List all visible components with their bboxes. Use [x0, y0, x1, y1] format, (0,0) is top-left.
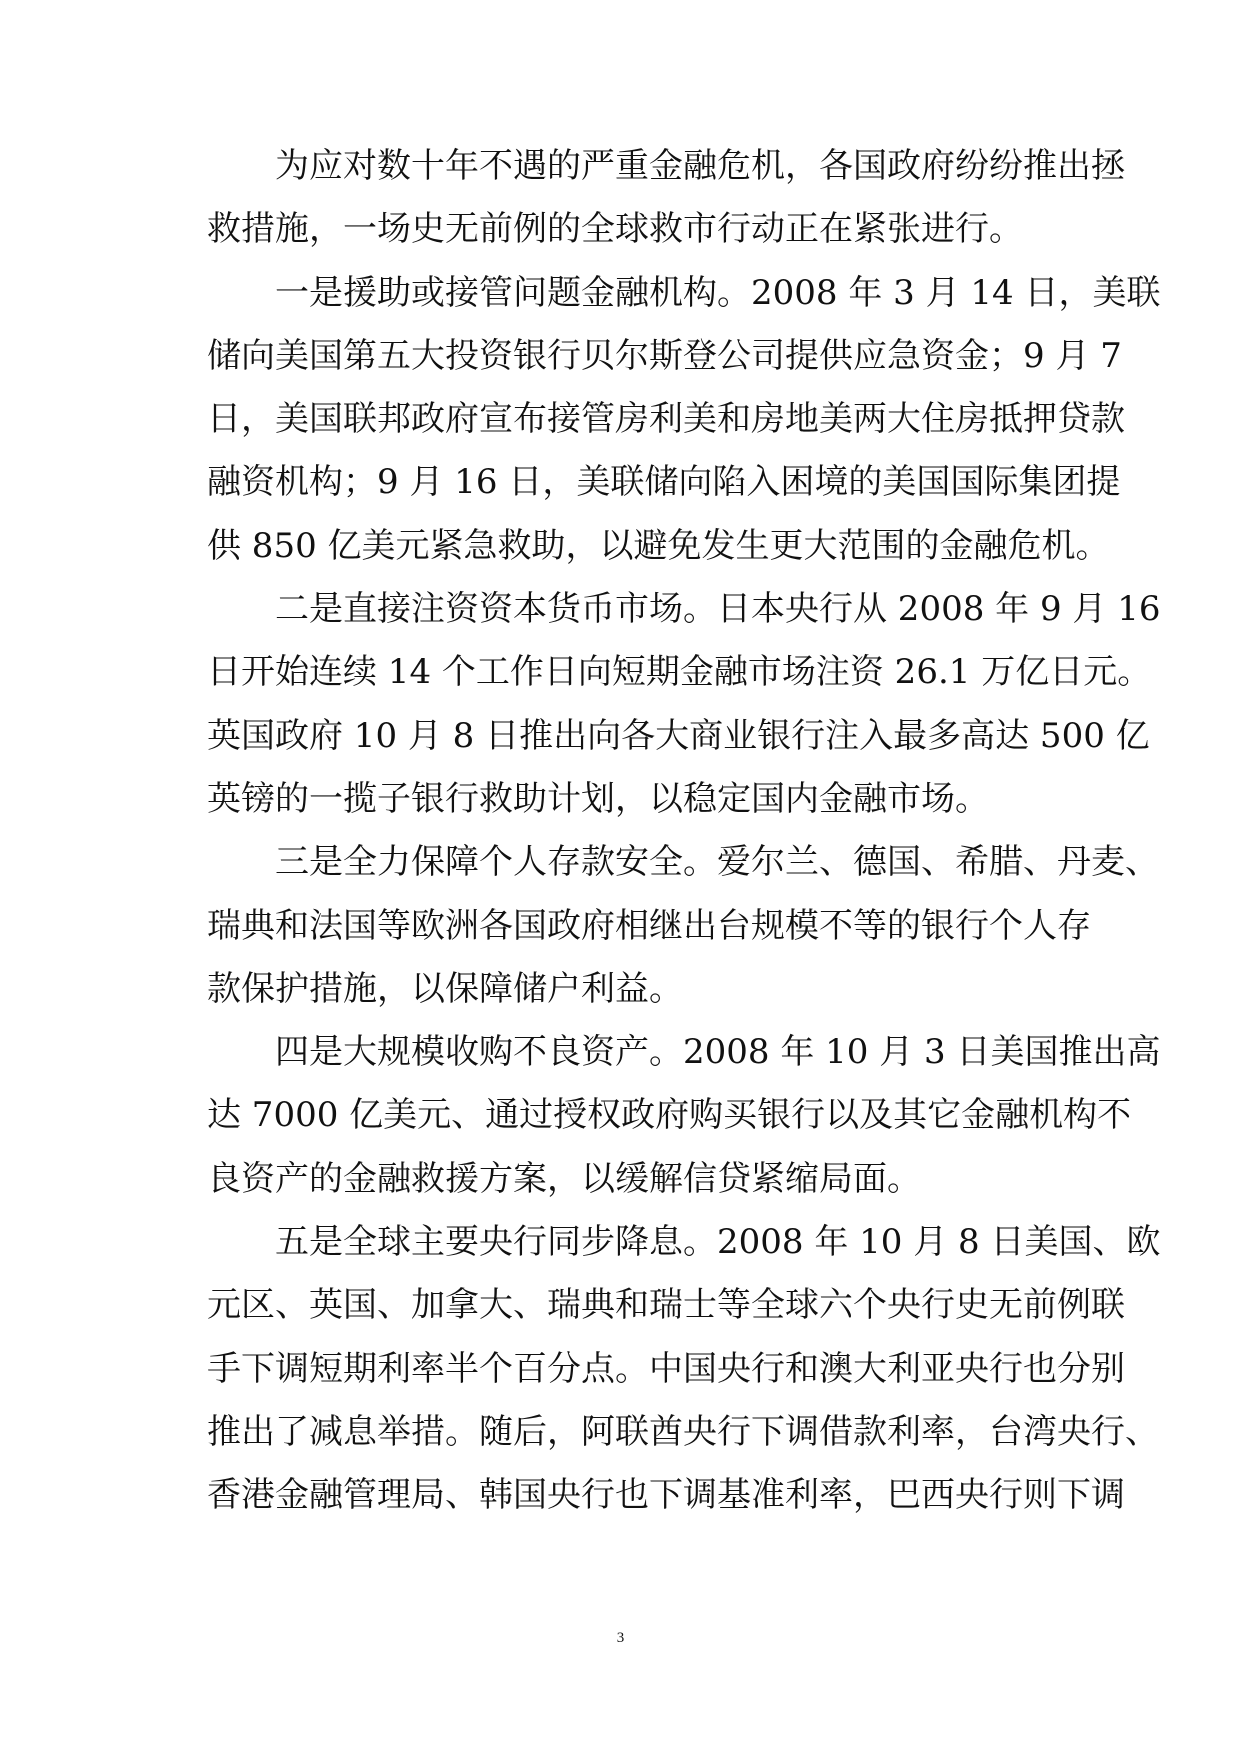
text-line: 三是全力保障个人存款安全。爱尔兰、德国、希腊、丹麦、: [275, 842, 1159, 883]
text-line: 达 7000 亿美元、通过授权政府购买银行以及其它金融机构不: [207, 1095, 1132, 1136]
text-line: 英国政府 10 月 8 日推出向各大商业银行注入最多高达 500 亿: [207, 715, 1150, 756]
text-line: 推出了减息举措。随后，阿联酋央行下调借款利率，台湾央行、: [207, 1411, 1159, 1452]
text-line: 款保护措施，以保障储户利益。: [207, 968, 683, 1009]
text-line: 二是直接注资资本货币市场。日本央行从 2008 年 9 月 16: [275, 589, 1161, 630]
text-line: 一是援助或接管问题金融机构。2008 年 3 月 14 日，美联: [275, 272, 1161, 313]
text-line: 为应对数十年不遇的严重金融危机，各国政府纷纷推出拯: [275, 146, 1125, 186]
text-line: 良资产的金融救援方案，以缓解信贷紧缩局面。: [207, 1158, 921, 1199]
measure-two-paragraph: [207, 578, 1161, 831]
measure-one-paragraph: [207, 262, 1161, 578]
intro-paragraph: [207, 135, 1125, 262]
text-line: 四是大规模收购不良资产。2008 年 10 月 3 日美国推出高: [275, 1032, 1161, 1073]
text-line: 英镑的一揽子银行救助计划，以稳定国内金融市场。: [207, 778, 989, 819]
text-line: 香港金融管理局、韩国央行也下调基准利率，巴西央行则下调: [207, 1475, 1125, 1516]
text-line: 储向美国第五大投资银行贝尔斯登公司提供应急资金；9 月 7: [207, 335, 1122, 376]
measure-five-paragraph: [207, 1211, 1161, 1527]
measure-three-paragraph: [207, 831, 1159, 1021]
text-line: 日，美国联邦政府宣布接管房利美和房地美两大住房抵押贷款: [207, 399, 1125, 440]
text-line: 供 850 亿美元紧急救助，以避免发生更大范围的金融危机。: [207, 525, 1110, 566]
text-line: 救措施，一场史无前例的全球救市行动正在紧张进行。: [207, 209, 1023, 250]
measure-four-paragraph: [207, 1021, 1161, 1211]
body-text: [207, 135, 1161, 1528]
text-line: 手下调短期利率半个百分点。中国央行和澳大利亚央行也分别: [207, 1348, 1125, 1389]
text-line: 融资机构；9 月 16 日，美联储向陷入困境的美国国际集团提: [207, 462, 1121, 503]
page-number: 3: [616, 1630, 625, 1646]
text-line: 日开始连续 14 个工作日向短期金融市场注资 26.1 万亿日元。: [207, 652, 1152, 693]
text-line: 瑞典和法国等欧洲各国政府相继出台规模不等的银行个人存: [207, 905, 1091, 946]
text-line: 五是全球主要央行同步降息。2008 年 10 月 8 日美国、欧: [275, 1222, 1161, 1263]
text-line: 元区、英国、加拿大、瑞典和瑞士等全球六个央行史无前例联: [207, 1285, 1125, 1326]
